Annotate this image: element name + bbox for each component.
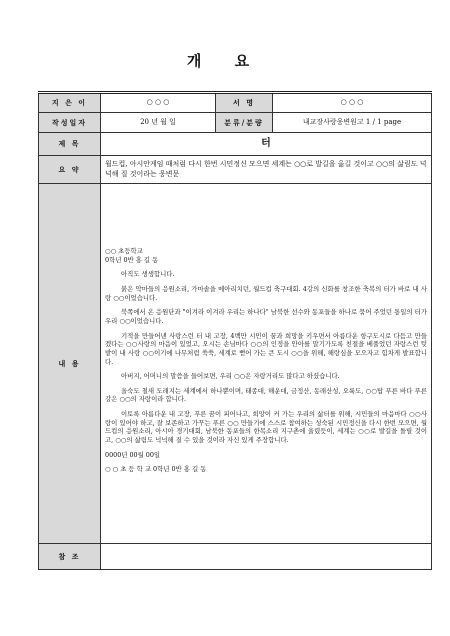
author-value: ○ ○ ○ — [101, 93, 216, 113]
content-paragraph: 붉은 악마들의 응원소리, 가마솥을 메아리치던, 월드컵 축구대회. 4강의 신화를 창조한 축복의 터가 바로 내 사랑 ○○이었습니다. — [105, 285, 427, 302]
subject-row — [39, 133, 432, 156]
content-school-line: ○○ 초등학교 — [105, 247, 143, 256]
content-paragraph: 북쪽에서 온 응원단과 "이겨라 이겨라 우리는 하나다" 남북한 선수와 동포들을 하나로 묶어 주었던 통일의 터가 우리 ○○이었습니다. — [105, 308, 427, 325]
author-row — [39, 93, 432, 113]
reference-value — [101, 544, 432, 570]
reference-label: 참 조 — [39, 544, 101, 570]
content-paragraph: 아직도 생생합니다. — [121, 270, 175, 279]
date-value: 20 년 월 일 — [101, 113, 216, 133]
content-date-line: 0000년 00월 00일 — [105, 450, 161, 459]
content-paragraph: 올숙도 철새 도래지는 세계에서 하나뿐이며, 태종대, 해운대, 금정산, 동래산성, 오륙도, ○○탑 푸른 바다 푸른 강은 ○○의 자랑이라 합니다. — [105, 386, 427, 404]
content-sign-line: ○ ○ 초 등 학 교 0학년 0반 홍 길 동 — [105, 465, 207, 474]
content-label: 내 용 — [39, 184, 101, 544]
author-label: 지 은 이 — [39, 93, 101, 113]
signature-label: 서 명 — [216, 93, 273, 113]
document-form-table — [38, 91, 432, 570]
content-row — [39, 184, 432, 544]
date-row — [39, 113, 432, 133]
subject-label: 제 목 — [39, 133, 101, 156]
subject-value: 터 — [101, 133, 432, 156]
content-paragraph: 기적을 만들어낸 사랑스런 터 내 고장, 4백만 시민이 꿈과 희망을 키우면서 아름다운 항구도시로 다듬고 만들겠다는 ○○사랑의 마음이 있었고, 오시는 손님마다 ○○의 인정을 안아를 말기가도록 친절을 베풀었던 자랑스런 텃밭이 내 사랑 ○○이기에 나무처럼 쑥쑥, 세계로 뻗어 가는 큰 도시 ○○을 위해, 해랑심을 모으자고 힘차게 발표합니다. — [105, 331, 427, 366]
signature-value: ○ ○ ○ — [273, 93, 432, 113]
reference-row — [39, 544, 432, 570]
content-body — [101, 184, 432, 544]
summary-value: 월드컵, 아시안게임 때처럼 다시 한번 시민정신 모으면 세계는 ○○로 발길을 옮길 것이고 ○○의 삶림도 넉넉해 질 것이라는 웅변문 — [101, 156, 432, 184]
summary-row — [39, 156, 432, 184]
content-paragraph: 이토록 아름다운 내 고장, 푸른 꿈이 피어나고, 희망이 커 가는 우리의 삶터를 위해, 시민들의 마음마다 ○○사랑이 있어야 하고, 잘 보존하고 가꾸는 푸른 ○○ 만들기에 스스로 참여하는 성숙된 시민정신을 다시 한번 모으면, 월드컵의 응원소리, 아시아 경기대회, 남북한 동포들의 한목소리 지구촌에 울렸듯이, 세계는 ○○로 발길을 돌릴 것이고, ○○의 삶림도 넉넉해 질 수 있을 것이라 자신 있게 주장합니다. — [105, 410, 427, 444]
content-paragraph: 아버지, 어머니의 말씀을 들어보면, 우리 ○○은 자랑거리도 많다고 하셨습니다. — [121, 372, 340, 381]
content-student-line: 0학년 0반 홍 길 동 — [105, 255, 159, 264]
summary-label: 요 약 — [39, 156, 101, 184]
page-title: 개 요 — [186, 52, 264, 70]
category-label: 분류/분량 — [216, 113, 273, 133]
category-value: 내교장사랑웅변원고 1 / 1 page — [273, 113, 432, 133]
date-label: 작성일자 — [39, 113, 101, 133]
